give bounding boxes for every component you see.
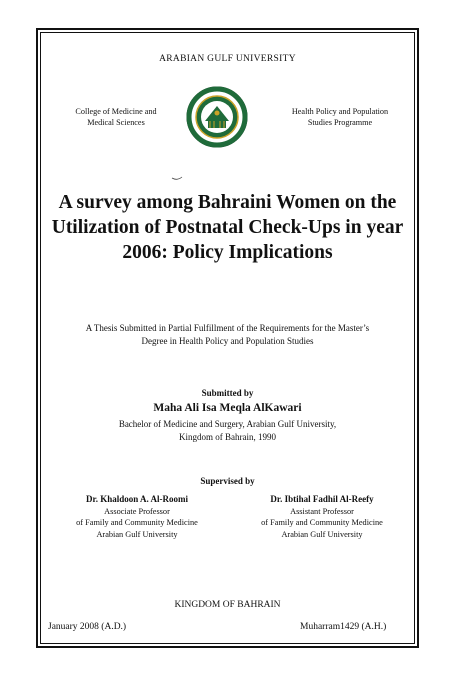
- scribble-mark: [171, 168, 183, 174]
- college-name: [56, 106, 176, 128]
- thesis-statement: [40, 322, 415, 348]
- college-line: Medical Sciences: [87, 118, 145, 127]
- university-name: ARABIAN GULF UNIVERSITY: [159, 54, 296, 64]
- thesis-line: Degree in Health Policy and Population Studies: [141, 336, 314, 346]
- thesis-line: A Thesis Submitted in Partial Fulfillment of the Requirements for the Master’s: [85, 323, 370, 333]
- university-seal-icon: [186, 86, 248, 148]
- supervised-by-label: Supervised by: [200, 476, 255, 486]
- college-line: College of Medicine and: [75, 107, 157, 116]
- supervisor-department: of Family and Community Medicine: [261, 518, 383, 527]
- supervisor-block: [52, 494, 222, 540]
- degree-line: Kingdom of Bahrain, 1990: [179, 432, 276, 442]
- supervisor-position: Assistant Professor: [290, 506, 354, 516]
- programme-line: Studies Programme: [307, 118, 373, 127]
- author-degree: [40, 418, 415, 444]
- supervisor-institution: Arabian Gulf University: [281, 529, 363, 539]
- supervisor-institution: Arabian Gulf University: [96, 529, 178, 539]
- date-gregorian: January 2008 (A.D.): [48, 622, 127, 632]
- programme-line: Health Policy and Population: [291, 107, 389, 116]
- country-name: KINGDOM OF BAHRAIN: [174, 600, 281, 610]
- supervisor-block: [236, 494, 408, 540]
- supervisor-position: Associate Professor: [104, 506, 170, 516]
- title-line: A survey among Bahraini Women on the: [58, 192, 397, 213]
- date-hijri: Muharram1429 (A.H.): [300, 622, 387, 632]
- supervisor-department: of Family and Community Medicine: [76, 518, 198, 527]
- supervisor-name: Dr. Khaldoon A. Al-Roomi: [86, 494, 188, 504]
- author-name: Maha Ali Isa Meqla AlKawari: [153, 402, 302, 414]
- submitted-by-label: Submitted by: [201, 388, 254, 398]
- programme-name: [276, 106, 404, 128]
- title-line: Utilization of Postnatal Check-Ups in year: [51, 217, 404, 238]
- degree-line: Bachelor of Medicine and Surgery, Arabian Gulf University,: [118, 419, 337, 429]
- thesis-title: [40, 190, 415, 265]
- title-line: 2006: Policy Implications: [122, 242, 333, 263]
- supervisor-name: Dr. Ibtihal Fadhil Al-Reefy: [270, 494, 374, 504]
